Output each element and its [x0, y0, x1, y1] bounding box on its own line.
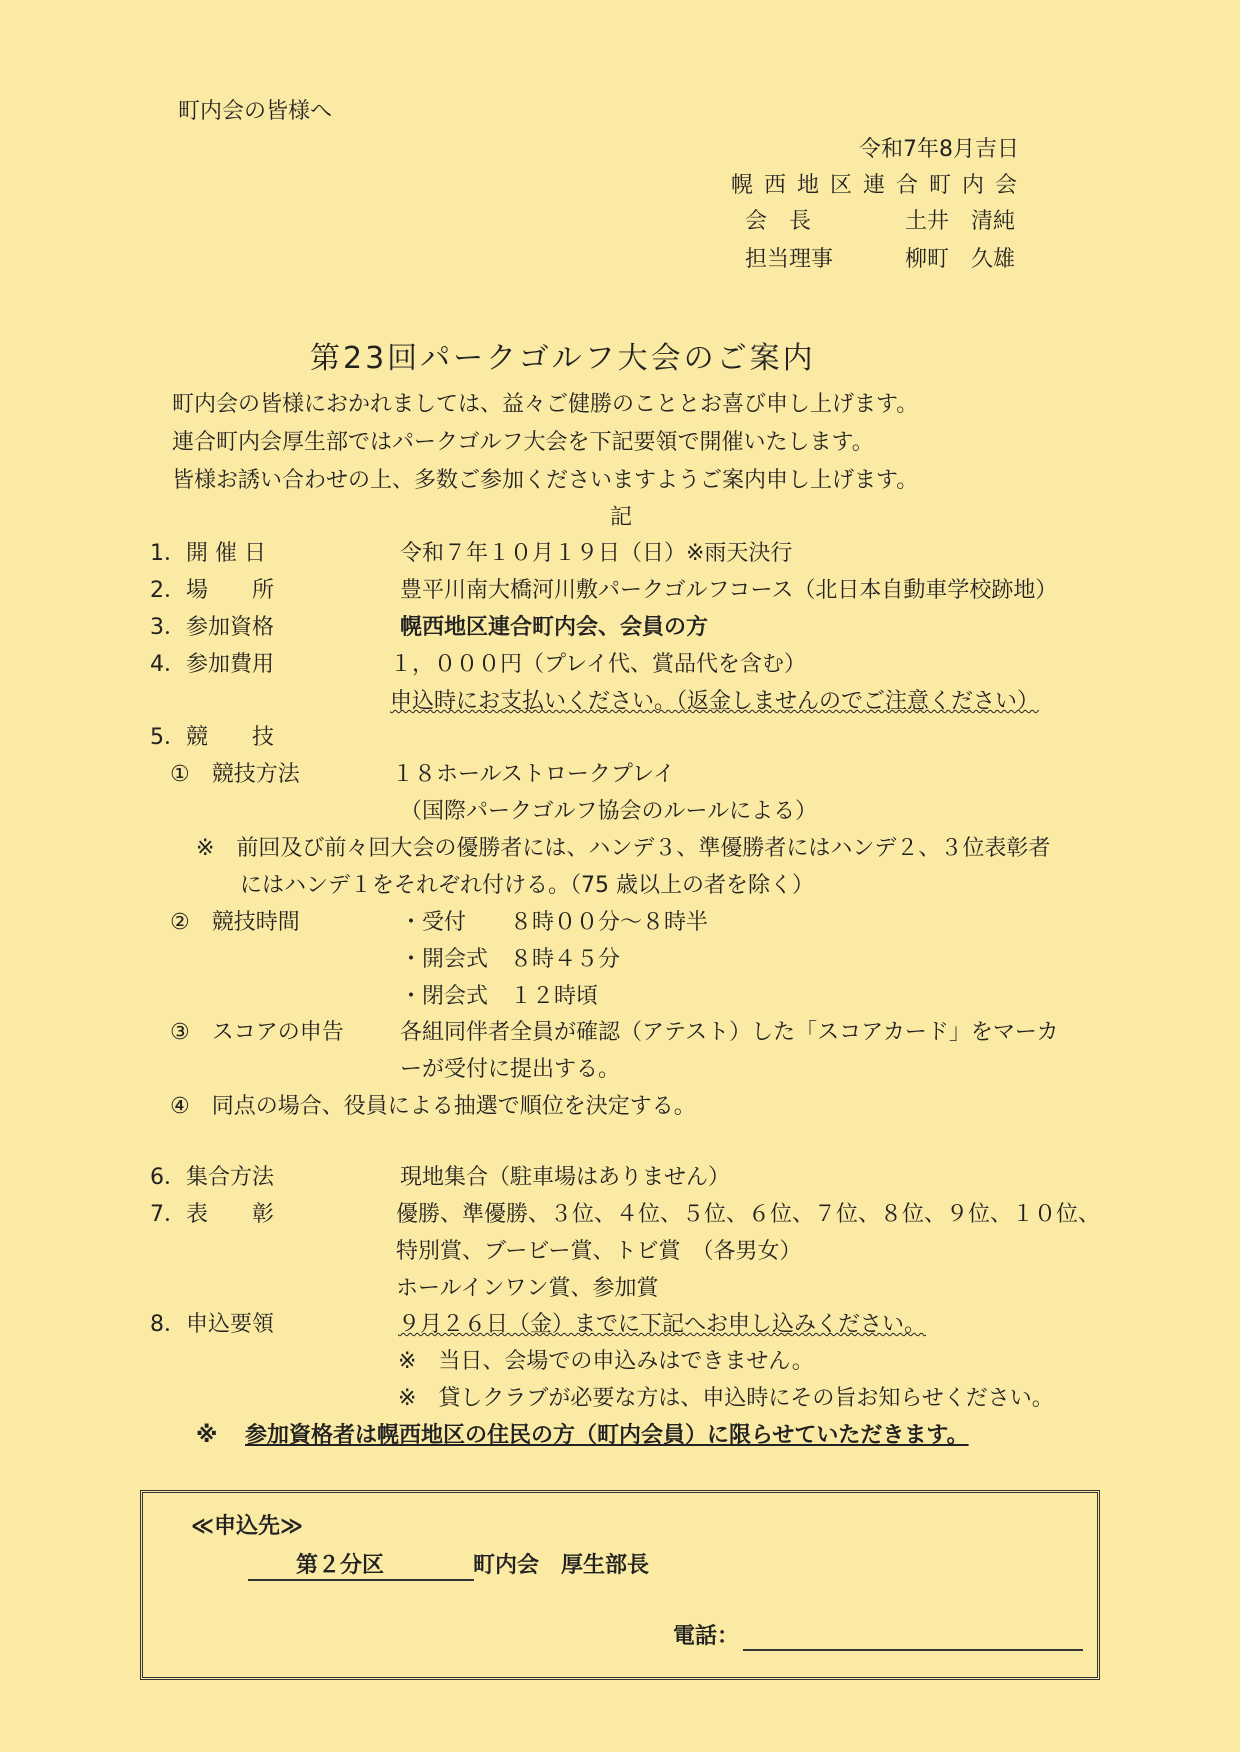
signer-name-chair: 土井 清純	[905, 209, 1016, 234]
item-2-value: 豊平川南大橋河川敷パークゴルフコース（北日本自動車学校跡地）	[400, 578, 1058, 603]
handicap-note-2: にはハンデ１をそれぞれ付ける。（75 歳以上の者を除く）	[240, 873, 814, 898]
apply-dept: 町内会 厚生部長	[473, 1553, 650, 1578]
item-8-label: 8．申込要領	[150, 1312, 274, 1337]
score-report-value: 各組同伴者全員が確認（アテスト）した「スコアカード」をマーカ	[400, 1020, 1059, 1045]
apply-heading: ≪申込先≫	[191, 1514, 304, 1539]
item-2-label: 2．場 所	[150, 578, 274, 603]
competition-time-label: ② 競技時間	[170, 910, 300, 935]
item-7-label: 7．表 彰	[150, 1202, 274, 1227]
item-5-label: 5．競 技	[150, 725, 274, 750]
eligibility-text: 参加資格者は幌西地区の住民の方（町内会員）に限らせていただきます。	[245, 1423, 969, 1448]
competition-method-label: ① 競技方法	[170, 762, 300, 787]
item-4-value: １，０００円（プレイ代、賞品代を含む）	[390, 652, 807, 677]
apply-district: 第２分区	[296, 1553, 385, 1578]
item-4-label: 4．参加費用	[150, 652, 274, 677]
eligibility-mark: ※	[196, 1423, 218, 1448]
page-title: 第23回パークゴルフ大会のご案内	[310, 341, 816, 376]
organization-name: 幌 西 地 区 連 合 町 内 会	[731, 173, 1019, 198]
item-7-value-3: ホールインワン賞、参加賞	[396, 1276, 659, 1301]
signer-role-director: 担当理事	[745, 247, 834, 272]
intro-line-1: 町内会の皆様におかれましては、益々ご健勝のこととお喜び申し上げます。	[172, 392, 919, 417]
intro-line-2: 連合町内会厚生部ではパークゴルフ大会を下記要領で開催いたします。	[172, 430, 874, 455]
signer-name-director: 柳町 久雄	[905, 247, 1016, 272]
score-report-label: ③ スコアの申告	[170, 1020, 344, 1045]
signer-role-chair: 会 長	[745, 209, 812, 234]
item-8-note-2: ※ 貸しクラブが必要な方は、申込時にその旨お知らせください。	[398, 1386, 1054, 1411]
item-8-note-1: ※ 当日、会場での申込みはできません。	[398, 1349, 814, 1374]
item-7-value-2: 特別賞、ブービー賞、トビ賞 （各男女）	[396, 1239, 802, 1264]
item-7-value-1: 優勝、準優勝、３位、４位、５位、６位、７位、８位、９位、１０位、	[396, 1202, 1101, 1227]
item-1-value: 令和７年１０月１９日（日）※雨天決行	[400, 541, 793, 566]
phone-blank-line	[743, 1649, 1083, 1651]
time-closing: ・閉会式 １２時頃	[400, 984, 599, 1009]
intro-line-3: 皆様お誘い合わせの上、多数ご参加くださいますようご案内申し上げます。	[172, 468, 919, 493]
item-8-value: ９月２６日（金）までに下記へお申し込みください。	[398, 1312, 927, 1337]
item-6-value: 現地集合（駐車場はありません）	[400, 1165, 731, 1190]
score-report-value-cont: ーが受付に提出する。	[400, 1057, 621, 1082]
phone-label: 電話：	[673, 1624, 740, 1649]
item-3-label: 3．参加資格	[150, 615, 274, 640]
item-1-label: 1．開 催 日	[150, 541, 266, 566]
item-3-value: 幌西地区連合町内会、会員の方	[400, 615, 709, 640]
handicap-note-1: ※ 前回及び前々回大会の優勝者には、ハンデ３、準優勝者にはハンデ２、３位表彰者	[196, 836, 1051, 861]
ki-heading: 記	[610, 505, 633, 530]
issue-date: 令和7年8月吉日	[859, 137, 1019, 162]
time-reception: ・受付 ８時００分～８時半	[400, 910, 709, 935]
item-6-label: 6．集合方法	[150, 1165, 274, 1190]
item-4-note: 申込時にお支払いください。（返金しませんのでご注意ください）	[390, 689, 1040, 714]
application-box	[140, 1490, 1100, 1680]
competition-rules: （国際パークゴルフ協会のルールによる）	[400, 799, 818, 824]
time-opening: ・開会式 ８時４５分	[400, 947, 621, 972]
recipient: 町内会の皆様へ	[178, 99, 333, 124]
competition-method-value: １８ホールストロークプレイ	[392, 762, 675, 787]
tie-rule: ④ 同点の場合、役員による抽選で順位を決定する。	[170, 1094, 696, 1119]
